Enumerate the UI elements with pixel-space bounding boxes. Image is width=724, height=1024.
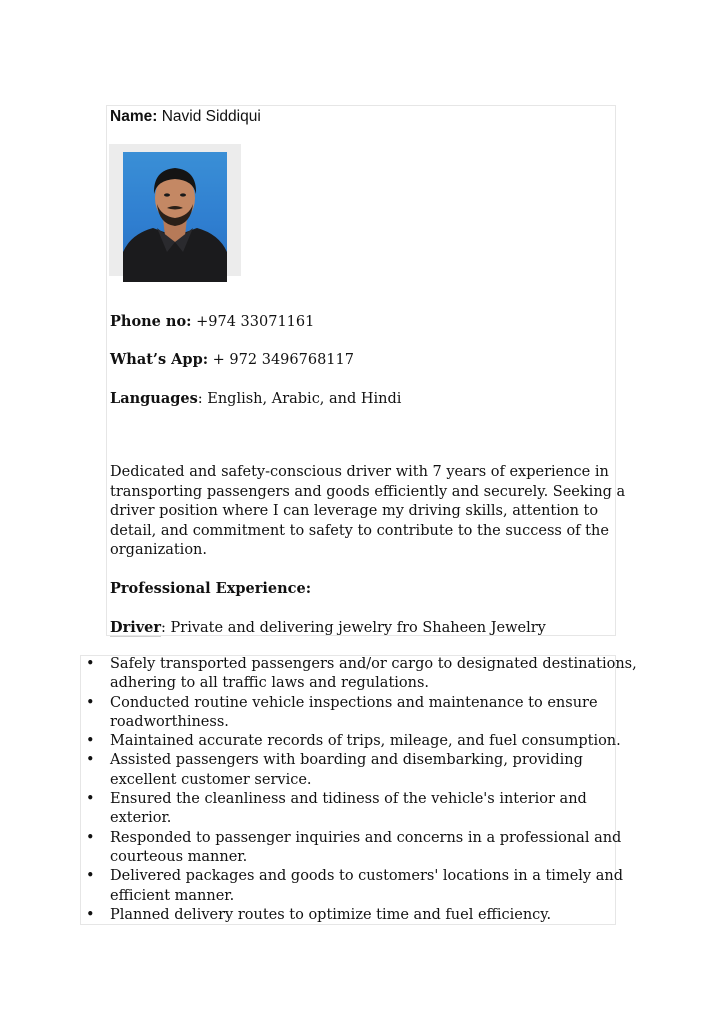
whatsapp-value: + 972 3496768117 bbox=[208, 352, 354, 368]
role-line bbox=[110, 618, 546, 638]
phone-value: +974 33071161 bbox=[191, 314, 315, 330]
bullet-icon: • bbox=[86, 791, 95, 808]
bullet-icon: • bbox=[86, 829, 95, 846]
summary-paragraph bbox=[110, 463, 626, 561]
name-label: Name: bbox=[110, 108, 158, 125]
experience-heading: Professional Experience: bbox=[110, 580, 312, 597]
whatsapp-label: What’s App: bbox=[110, 351, 209, 368]
name-value: Navid Siddiqui bbox=[157, 108, 261, 125]
role-value: : Private and delivering jewelry fro Shaheen Jewelry bbox=[161, 620, 546, 636]
name-line bbox=[110, 107, 261, 126]
bullet-icon: • bbox=[86, 868, 95, 885]
languages-value: : English, Arabic, and Hindi bbox=[197, 391, 402, 407]
languages-line bbox=[110, 389, 401, 409]
portrait-photo-icon bbox=[123, 152, 227, 282]
summary-line: organization. bbox=[110, 542, 207, 558]
summary-line: transporting passengers and goods efficiently and securely. Seeking a bbox=[110, 483, 626, 500]
phone-label: Phone no: bbox=[110, 313, 192, 330]
list-item: • Maintained accurate records of trips, mileage, and fuel consumption. bbox=[84, 732, 614, 751]
duties-list bbox=[84, 655, 637, 925]
list-item: • Planned delivery routes to optimize time and fuel efficiency. bbox=[84, 906, 614, 925]
bullet-icon: • bbox=[86, 752, 95, 769]
bullet-icon: • bbox=[86, 733, 95, 750]
list-item: • Conducted routine vehicle inspections and maintenance to ensure roadworthiness. bbox=[86, 694, 598, 730]
bullet-icon: • bbox=[86, 656, 95, 672]
list-item: • Ensured the cleanliness and tidiness of the vehicle's interior and exterior. bbox=[86, 791, 587, 827]
bullet-icon: • bbox=[86, 694, 95, 711]
languages-label: Languages bbox=[110, 390, 198, 407]
summary-line: driver position where I can leverage my driving skills, attention to bbox=[110, 503, 599, 519]
list-item: • Responded to passenger inquiries and concerns in a professional and courteous manner. bbox=[86, 829, 622, 865]
list-item: • Safely transported passengers and/or cargo to designated destinations, adhering to all traffic laws and regulations. bbox=[86, 656, 637, 692]
list-item: • Assisted passengers with boarding and disembarking, providing excellent customer service. bbox=[86, 752, 583, 788]
summary-line: Dedicated and safety-conscious driver with 7 years of experience in bbox=[110, 464, 609, 480]
bullet-icon: • bbox=[86, 906, 95, 923]
list-item: • Delivered packages and goods to customers' locations in a timely and efficient manner. bbox=[86, 868, 623, 904]
role-label: Driver bbox=[110, 619, 162, 636]
whatsapp-line bbox=[110, 350, 354, 370]
summary-line: detail, and commitment to safety to contribute to the success of the bbox=[110, 522, 609, 539]
phone-line bbox=[110, 312, 314, 332]
